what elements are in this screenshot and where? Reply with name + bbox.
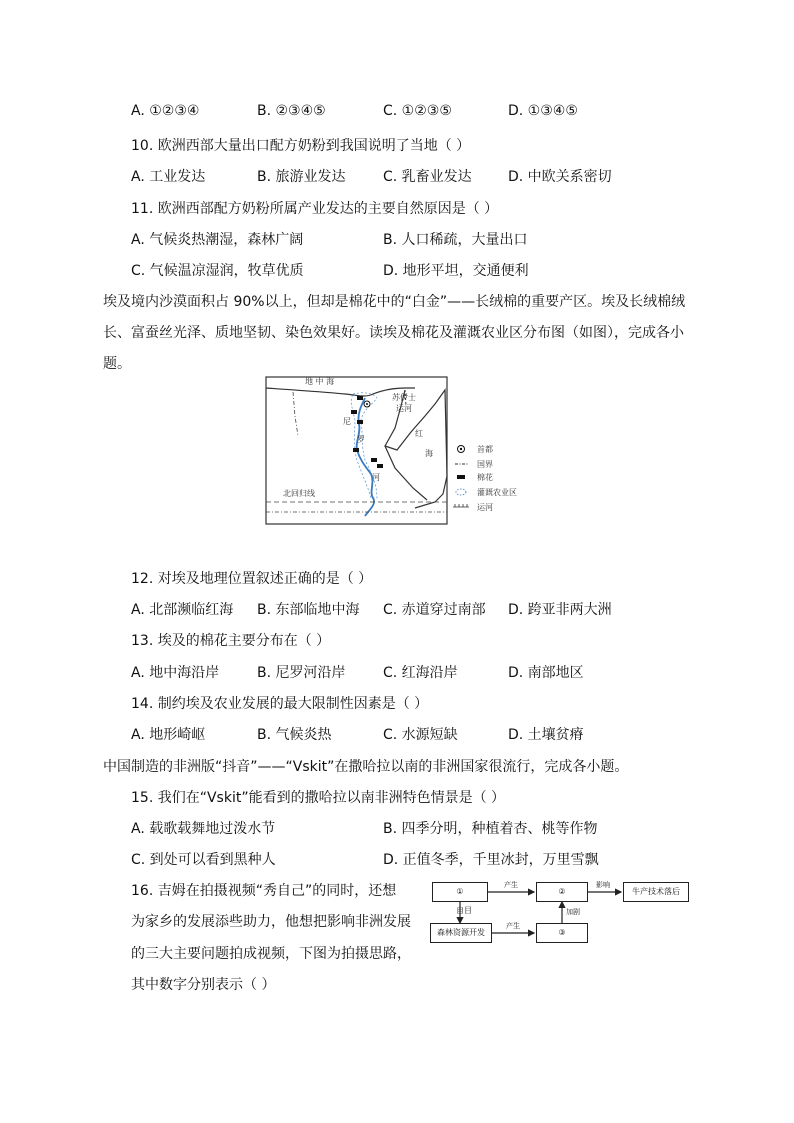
q14-option-c[interactable]: C. 水源短缺 xyxy=(383,727,458,743)
map-label-red: 红 xyxy=(415,429,423,438)
legend-canal: 运河 xyxy=(477,503,493,512)
q12-option-d[interactable]: D. 跨亚非两大洲 xyxy=(508,602,612,618)
q12-options xyxy=(0,599,794,619)
q15-option-c[interactable]: C. 到处可以看到黑种人 xyxy=(131,852,276,868)
legend-border: 国界 xyxy=(477,460,493,469)
q13-option-a[interactable]: A. 地中海沿岸 xyxy=(131,665,220,681)
q11-option-c[interactable]: C. 气候温凉湿润，牧草优质 xyxy=(131,263,304,279)
q14-option-d[interactable]: D. 土壤贫瘠 xyxy=(508,727,584,743)
passage1-line2: 长、富蚕丝光泽、质地坚韧、染色效果好。读埃及棉花及灌溉农业区分布图（如图），完成各小 xyxy=(103,325,684,341)
q9-option-a[interactable]: A. ①②③④ xyxy=(131,103,200,119)
map-label-nile-3: 河 xyxy=(372,473,380,482)
q15-option-b[interactable]: B. 四季分明，种植着杏、桃等作物 xyxy=(383,821,598,837)
legend-capital: 首都 xyxy=(477,445,493,454)
q14-stem: 14. 制约埃及农业发展的最大限制性因素是（ ） xyxy=(131,696,429,712)
q16-line3: 的三大主要问题拍成视频，下图为拍摄思路， xyxy=(131,946,411,962)
map-label-canal: 运河 xyxy=(396,404,412,413)
map-label-sea: 海 xyxy=(425,449,433,458)
q10-option-c[interactable]: C. 乳畜业发达 xyxy=(383,169,472,185)
q9-option-d[interactable]: D. ①③④⑤ xyxy=(508,103,578,119)
flow-box-1: ① xyxy=(432,882,488,902)
legend-irrigation: 灌溉农业区 xyxy=(477,488,517,497)
q11-options-row2 xyxy=(0,260,794,280)
passage1-line3: 题。 xyxy=(103,356,131,372)
q16-flow-diagram xyxy=(428,878,690,946)
q15-option-d[interactable]: D. 正值冬季，千里冰封，万里雪飘 xyxy=(383,852,599,868)
q11-option-d[interactable]: D. 地形平坦，交通便利 xyxy=(383,263,529,279)
flow-box-5: ③ xyxy=(536,923,588,943)
flow-box-3: 牛产技术落后 xyxy=(623,882,689,902)
q9-options xyxy=(0,103,794,123)
flow-box-2: ② xyxy=(536,882,588,902)
q11-options-row1 xyxy=(0,229,794,249)
legend-cotton: 棉花 xyxy=(477,473,493,482)
q14-option-a[interactable]: A. 地形崎岖 xyxy=(131,727,206,743)
q13-stem: 13. 埃及的棉花主要分布在（ ） xyxy=(131,633,331,649)
map-label-nile-1: 尼 xyxy=(343,417,351,426)
flow-edge-4: 加剧 xyxy=(566,908,580,916)
q10-options xyxy=(0,166,794,186)
flow-edge-2: 影响 xyxy=(596,881,610,889)
q12-option-b[interactable]: B. 东部临地中海 xyxy=(257,602,360,618)
q9-option-b[interactable]: B. ②③④⑤ xyxy=(257,103,326,119)
q12-option-c[interactable]: C. 赤道穿过南部 xyxy=(383,602,486,618)
egypt-cotton-map xyxy=(265,376,535,526)
q13-option-b[interactable]: B. 尼罗河沿岸 xyxy=(257,665,346,681)
q10-option-b[interactable]: B. 旅游业发达 xyxy=(257,169,346,185)
q15-options-row1 xyxy=(0,818,794,838)
passage1-line1: 埃及境内沙漠面积占 90%以上，但却是棉花中的“白金”——长绒棉的重要产区。埃及长绒棉绒 xyxy=(103,294,686,310)
q11-option-a[interactable]: A. 气候炎热潮湿，森林广阔 xyxy=(131,232,304,248)
q16-line1: 16. 吉姆在拍摄视频“秀自己”的同时，还想 xyxy=(131,883,397,899)
passage2: 中国制造的非洲版“抖音”——“Vskit”在撒哈拉以南的非洲国家很流行，完成各小题。 xyxy=(103,759,629,775)
q10-option-d[interactable]: D. 中欧关系密切 xyxy=(508,169,612,185)
q14-option-b[interactable]: B. 气候炎热 xyxy=(257,727,332,743)
flow-box-6: 森林资源开发 xyxy=(430,923,492,943)
map-label-mediterranean: 地 中 海 xyxy=(305,377,335,386)
q15-options-row2 xyxy=(0,849,794,869)
q11-stem: 11. 欧洲西部配方奶粉所属产业发达的主要自然原因是（ ） xyxy=(131,201,499,217)
flow-box-4: 自目 xyxy=(456,906,472,915)
q10-option-a[interactable]: A. 工业发达 xyxy=(131,169,206,185)
q9-option-c[interactable]: C. ①②③⑤ xyxy=(383,103,452,119)
map-label-suez: 苏伊士 xyxy=(392,393,416,402)
map-label-tropic: 北回归线 xyxy=(283,489,315,498)
q15-stem: 15. 我们在“Vskit”能看到的撒哈拉以南非洲特色情景是（ ） xyxy=(131,790,506,806)
q14-options xyxy=(0,724,794,744)
q16-line2: 为家乡的发展添些助力，他想把影响非洲发展 xyxy=(131,914,411,930)
q12-stem: 12. 对埃及地理位置叙述正确的是（ ） xyxy=(131,571,373,587)
flow-edge-3: 产生 xyxy=(506,922,520,930)
q13-option-c[interactable]: C. 红海沿岸 xyxy=(383,665,458,681)
q12-option-a[interactable]: A. 北部濒临红海 xyxy=(131,602,234,618)
q13-options xyxy=(0,662,794,682)
q11-option-b[interactable]: B. 人口稀疏，大量出口 xyxy=(383,232,528,248)
flow-edge-1: 产生 xyxy=(504,881,518,889)
q10-stem: 10. 欧洲西部大量出口配方奶粉到我国说明了当地（ ） xyxy=(131,138,471,154)
q13-option-d[interactable]: D. 南部地区 xyxy=(508,665,584,681)
map-label-nile-2: 罗 xyxy=(357,435,365,444)
q16-line4: 其中数字分别表示（ ） xyxy=(131,977,276,993)
q15-option-a[interactable]: A. 载歌载舞地过泼水节 xyxy=(131,821,276,837)
